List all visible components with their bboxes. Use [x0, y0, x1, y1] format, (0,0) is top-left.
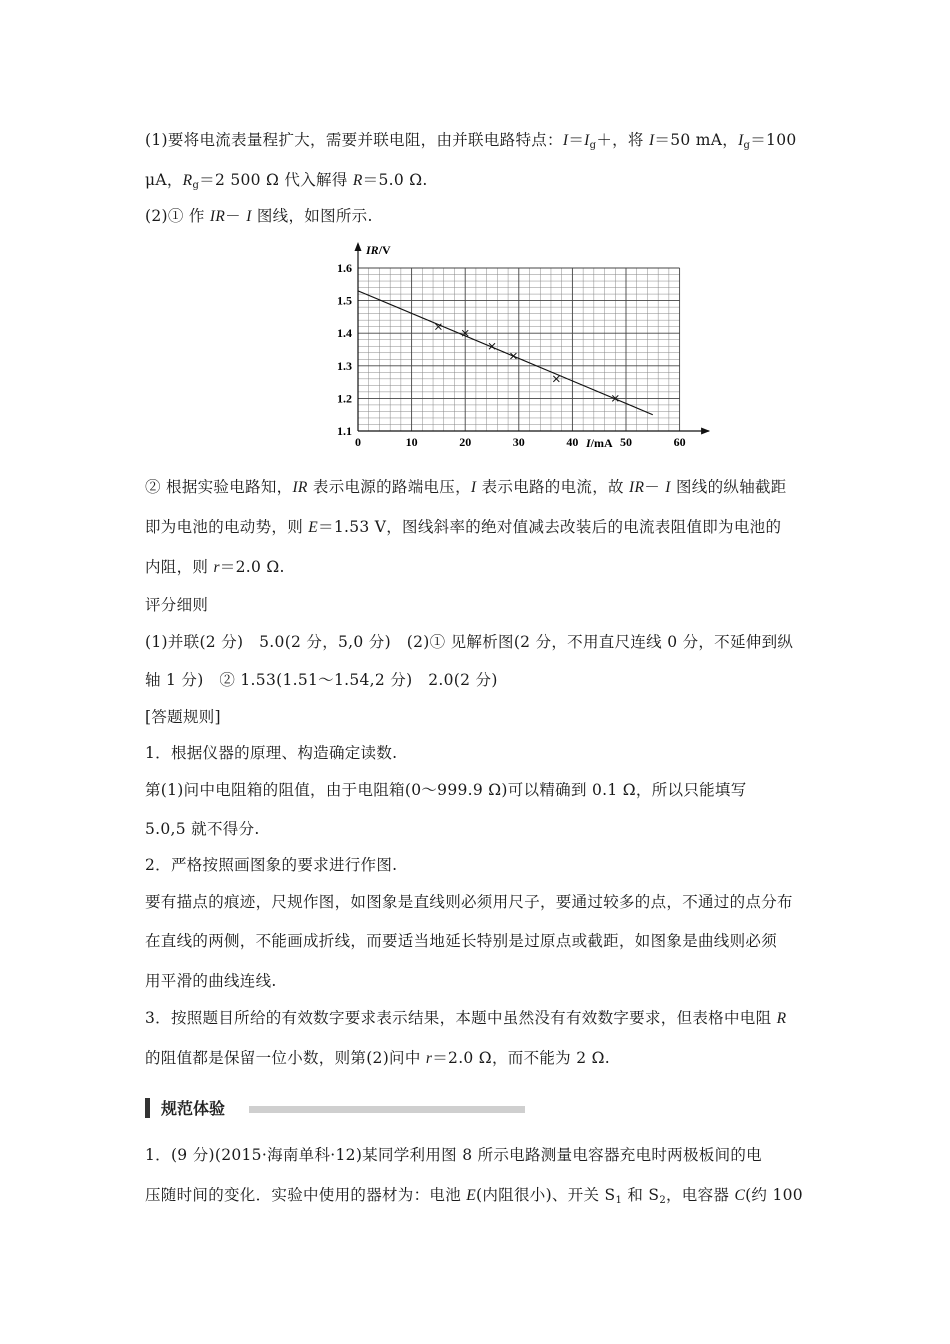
data-point	[510, 353, 516, 359]
x-tick-label: 10	[405, 435, 418, 449]
text-line-20: 1．(9 分)(2015·海南单科·12)某同学利用图 8 所示电路测量电容器充电时两极板间的电	[145, 1146, 762, 1164]
text-line-2: μA，$R_g=2$ 500 Ω 代入解得 R＝5.0 Ω.	[145, 171, 428, 191]
scoring-heading: 评分细则	[145, 596, 209, 614]
x-tick-label: 50	[620, 435, 632, 449]
text-line-5: 即为电池的电动势，则 E＝1.53 V，图线斜率的绝对值减去改装后的电流表阻值即为电池的	[145, 518, 782, 536]
data-points	[435, 324, 618, 402]
y-axis-arrow	[355, 242, 362, 251]
section-title: 规范体验	[161, 1099, 226, 1118]
section-rule	[249, 1106, 525, 1113]
x-tick-label: 60	[673, 435, 686, 449]
text-line-8: (1)并联(2 分) 5.0(2 分，5,0 分) (2)① 见解析图(2 分，不用直尺连线 0 分，不延伸到纵	[145, 633, 794, 651]
grid-major	[358, 268, 680, 431]
ir-i-chart	[320, 238, 686, 453]
y-tick-label: 1.6	[337, 261, 352, 275]
text-line-14: 2．严格按照画图象的要求进行作图.	[145, 856, 398, 874]
text-line-12: 第(1)问中电阻箱的阻值，由于电阻箱(0～999.9 Ω)可以精确到 0.1 Ω，所以只能填写	[145, 781, 747, 799]
y-axis-label: IR/V	[366, 243, 391, 257]
x-axis-label: I/mA	[586, 436, 613, 450]
text-line-3: (2)① 作 IR－ I 图线，如图所示.	[145, 207, 373, 225]
y-tick-label: 1.3	[337, 358, 352, 373]
text-line-4: ② 根据实验电路知，IR 表示电源的路端电压，I 表示电路的电流，故 IR－ I 图线的纵轴截距	[145, 478, 787, 496]
y-tick-label: 1.5	[337, 293, 352, 308]
text-line-6: 内阻，则 r＝2.0 Ω.	[145, 558, 285, 576]
text-line-11: 1．根据仪器的原理、构造确定读数.	[145, 744, 398, 762]
section-header	[145, 1097, 545, 1119]
rules-heading: [答题规则]	[145, 708, 221, 726]
x-tick-label: 40	[566, 435, 579, 449]
text-line-16: 在直线的两侧，不能画成折线，而要适当地延长特别是过原点或截距，如图象是曲线则必须	[145, 932, 778, 950]
section-marker	[145, 1098, 150, 1118]
y-tick-label: 1.4	[337, 326, 352, 341]
text-line-21: 压随时间的变化．实验中使用的器材为：电池 E(内阻很小)、开关 $S_1$ 和 $S_2$，电容器 C(约 100	[145, 1186, 803, 1206]
text-line-19: 的阻值都是保留一位小数，则第(2)问中 r＝2.0 Ω，而不能为 2 Ω.	[145, 1049, 610, 1067]
text-line-13: 5.0,5 就不得分.	[145, 820, 260, 838]
y-tick-label: 1.2	[337, 391, 352, 406]
chart-axes	[355, 242, 711, 435]
text-line-9: 轴 1 分) ② 1.53(1.51～1.54,2 分) 2.0(2 分)	[145, 671, 498, 689]
x-axis-arrow	[701, 428, 710, 435]
text-line-15: 要有描点的痕迹，尺规作图，如图象是直线则必须用尺子，要通过较多的点，不通过的点分布	[145, 893, 793, 911]
text-line-18: 3．按照题目所给的有效数字要求表示结果，本题中虽然没有有效数字要求，但表格中电阻 R	[145, 1009, 787, 1027]
text-line-17: 用平滑的曲线连线.	[145, 972, 277, 990]
text-line-1: (1)要将电流表量程扩大，需要并联电阻，由并联电路特点：$I=I_g+$，将 I＝50 mA，$I_g=100$	[145, 131, 797, 151]
y-tick-label: 1.1	[337, 424, 352, 438]
x-tick-label: 20	[459, 435, 472, 449]
x-tick-label: 30	[512, 435, 525, 449]
x-tick-label: 0	[355, 435, 361, 449]
